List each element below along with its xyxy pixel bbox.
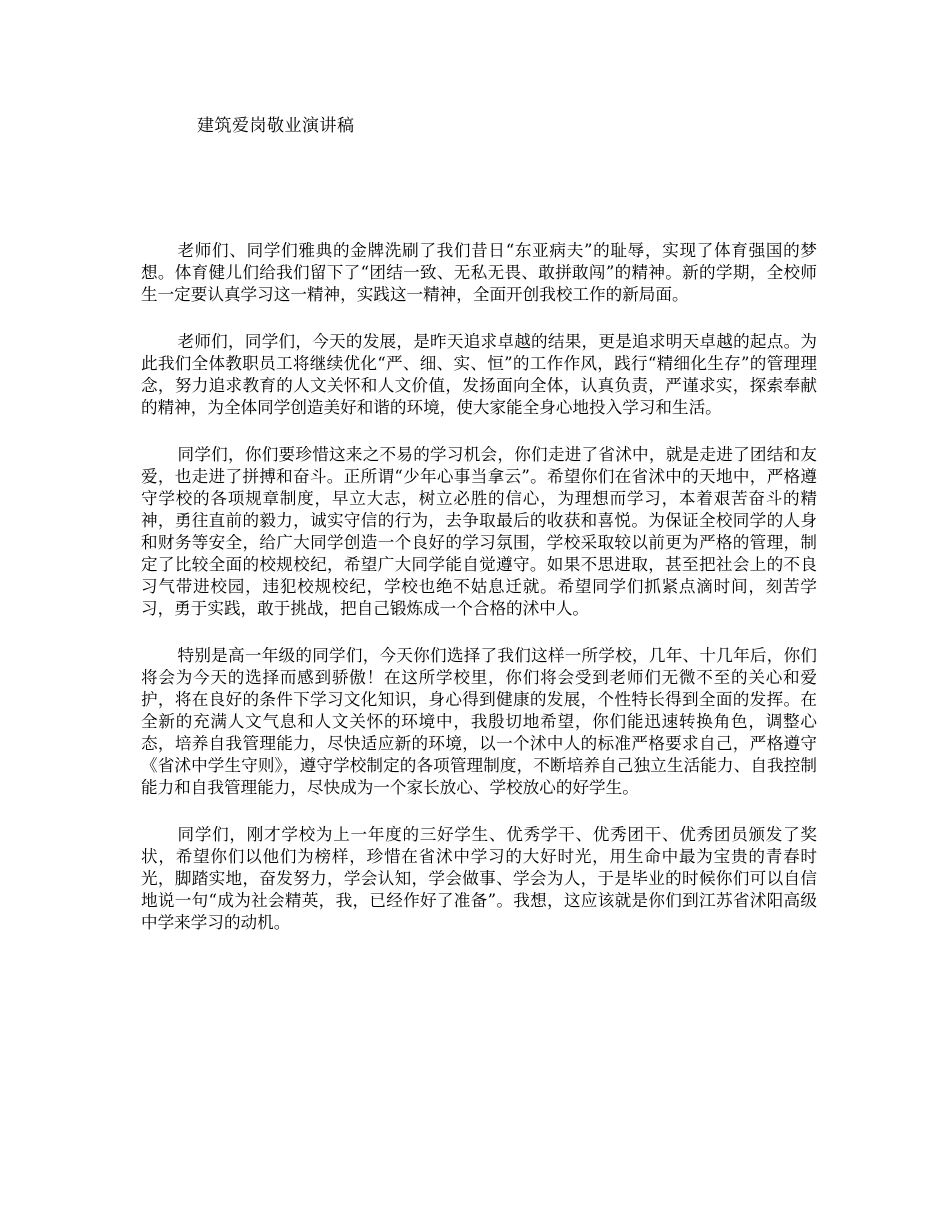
document-title: 建筑爱岗敬业演讲稿 [197,116,355,136]
paragraph-2: 老师们，同学们，今天的发展，是昨天追求卓越的结果，更是追求明天卓越的起点。为此我们全体教职员工将继续优化“严、细、实、恒”的工作作风，践行“精细化生存”的管理理念，努力追求教育的人文关怀和人文价值，发扬面向全体，认真负责，严谨求实，探索奉献的精神，为全体同学创造美好和谐的环境，使大家能全身心地投入学习和生活。 [141,332,817,417]
paragraph-5: 同学们，刚才学校为上一年度的三好学生、优秀学干、优秀团干、优秀团员颁发了奖状，希望你们以他们为榜样，珍惜在省沭中学习的大好时光，用生命中最为宝贵的青春时光，脚踏实地，奋发努力，学会认知，学会做事、学会为人，于是毕业的时候你们可以自信地说一句“成为社会精英，我，已经作好了准备”。我想，这应该就是你们到江苏省沭阳高级中学来学习的动机。 [141,825,817,932]
paragraph-1: 老师们、同学们雅典的金牌洗刷了我们昔日“东亚病夫”的耻辱，实现了体育强国的梦想。体育健儿们给我们留下了“团结一致、无私无畏、敢拼敢闯”的精神。新的学期，全校师生一定要认真学习这一精神，实践这一精神，全面开创我校工作的新局面。 [141,241,817,304]
paragraph-4: 特别是高一年级的同学们，今天你们选择了我们这样一所学校，几年、十几年后，你们将会为今天的选择而感到骄傲！在这所学校里，你们将会受到老师们无微不至的关心和爱护，将在良好的条件下学习文化知识，身心得到健康的发展，个性特长得到全面的发挥。在全新的充满人文气息和人文关怀的环境中，我殷切地希望，你们能迅速转换角色，调整心态，培养自我管理能力，尽快适应新的环境，以一个沭中人的标准严格要求自己，严格遵守《省沭中学生守则》，遵守学校制定的各项管理制度，不断培养自己独立生活能力、自我控制能力和自我管理能力，尽快成为一个家长放心、学校放心的好学生。 [141,646,817,797]
paragraph-3: 同学们，你们要珍惜这来之不易的学习机会，你们走进了省沭中，就是走进了团结和友爱，也走进了拼搏和奋斗。正所谓“少年心事当拿云”。希望你们在省沭中的天地中，严格遵守学校的各项规章制度，早立大志，树立必胜的信心，为理想而学习，本着艰苦奋斗的精神，勇往直前的毅力，诚实守信的行为，去争取最后的收获和喜悦。为保证全校同学的人身和财务等安全，给广大同学创造一个良好的学习氛围，学校采取较以前更为严格的管理，制定了比较全面的校规校纪，希望广大同学能自觉遵守。如果不思进取，甚至把社会上的不良习气带进校园，违犯校规校纪，学校也绝不姑息迁就。希望同学们抓紧点滴时间，刻苦学习，勇于实践，敢于挑战，把自己锻炼成一个合格的沭中人。 [141,445,817,618]
document-body [141,240,817,959]
